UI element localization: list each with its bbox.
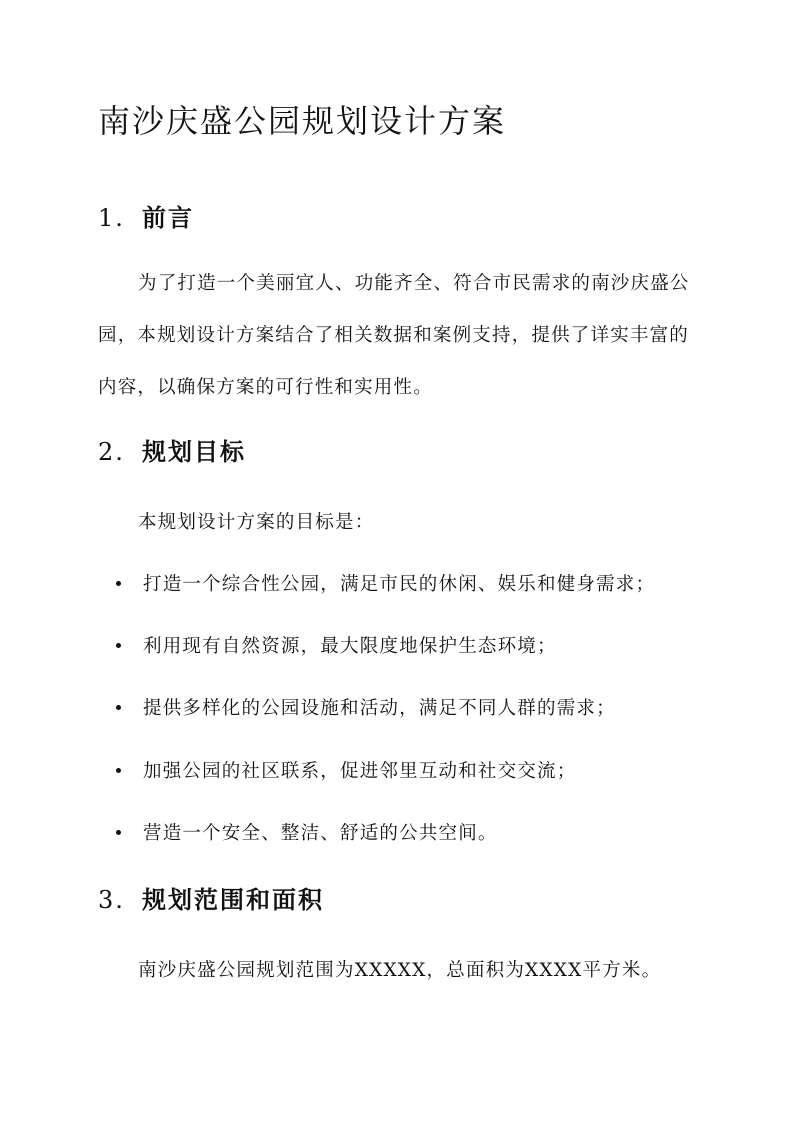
section-number: 3. xyxy=(98,886,125,914)
goals-intro: 本规划设计方案的目标是： xyxy=(138,512,375,533)
list-item-text: 打造一个综合性公园，满足市民的休闲、娱乐和健身需求； xyxy=(143,574,656,595)
list-item-text: 加强公园的社区联系，促进邻里互动和社交交流； xyxy=(143,761,577,782)
list-item-text: 提供多样化的公园设施和活动，满足不同人群的需求； xyxy=(143,698,616,719)
section-heading-goals xyxy=(98,432,246,467)
list-item-text: 利用现有自然资源，最大限度地保护生态环境； xyxy=(143,636,557,657)
section-number: 1. xyxy=(98,204,125,232)
section-title: 规划目标 xyxy=(142,437,246,466)
section-heading-scope xyxy=(98,880,324,915)
section-title: 前言 xyxy=(142,203,194,232)
section-title: 规划范围和面积 xyxy=(142,885,324,914)
preface-paragraph: 为了打造一个美丽宜人、功能齐全、符合市民需求的南沙庆盛公园，本规划设计方案结合了相关数据和案例支持，提供了详实丰富的内容，以确保方案的可行性和实用性。 xyxy=(98,273,690,398)
bullet-icon xyxy=(116,705,121,710)
list-item xyxy=(116,632,557,658)
bullet-icon xyxy=(116,643,121,648)
document-title: 南沙庆盛公园规划设计方案 xyxy=(98,102,507,140)
scope-paragraph: 南沙庆盛公园规划范围为XXXXX，总面积为XXXX平方米。 xyxy=(138,960,662,981)
list-item xyxy=(116,694,616,720)
section-heading-preface xyxy=(98,198,194,233)
section-number: 2. xyxy=(98,438,125,466)
bullet-icon xyxy=(116,830,121,835)
list-item-text: 营造一个安全、整洁、舒适的公共空间。 xyxy=(143,823,498,844)
list-item xyxy=(116,570,655,596)
list-item xyxy=(116,819,498,845)
bullet-icon xyxy=(116,581,121,586)
list-item xyxy=(116,757,576,783)
bullet-icon xyxy=(116,768,121,773)
